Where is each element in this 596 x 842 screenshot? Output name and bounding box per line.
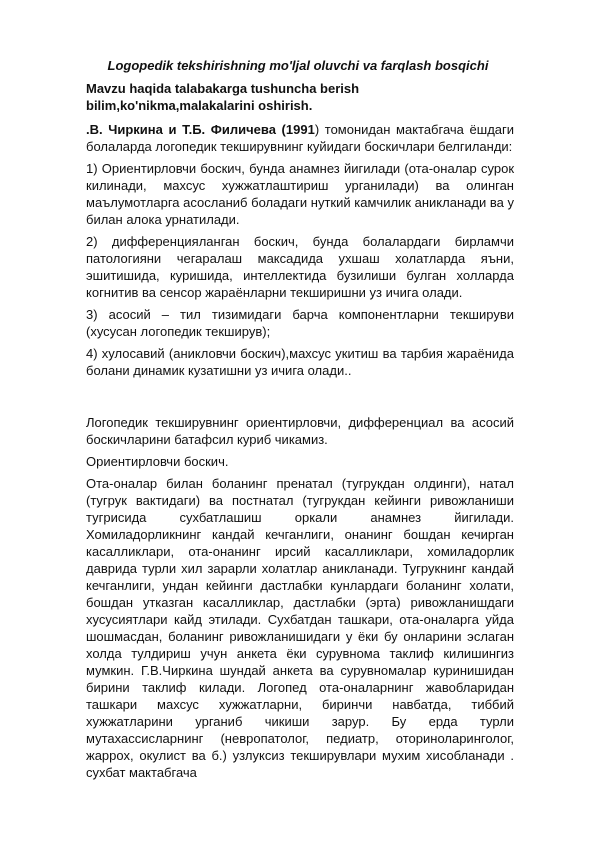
intro-rest: ) томонидан мактабгача ёшдаги болаларда логопедик текширувнинг куйидаги боскичлари белгиланди: — [86, 122, 515, 154]
stage-1-paragraph: 1) Ориентирловчи боскич, бунда анамнез йигилади (ота-оналар сурок килинади, махсус хужжатлаштириш урганилади) ва олинган маълумотларга асосланиб боладаги нуткий камчилик аникланади ва у билан алока урнатилади. — [86, 161, 514, 227]
document-subtitle: Mavzu haqida talabakarga tushuncha berish bilim,ko'nikma,malakalarini oshirish. — [86, 81, 360, 113]
main-paragraph: Ота-оналар билан боланинг пренатал (тугрукдан олдинги), натал (тугрук вактидаги) ва постнатал (тугрукдан кейинги ривожланиши тугрисида сухбатлашиш оркали анамнез йигилади. Хомиладорликнинг кандай кечганлиги, онанинг бошдан кечирган касалликлари, ота-онанинг ирсий касалликлари, хомиладорлик даврида турли хил зарарли холатлар аникланади. Тугрукнинг кандай кечганлиги, ундан кейинги дастлабки кунлардаги боланинг холати, бошдан утказган касалликлар, дастлабки (эрта) ривожланишдаги хусусиятлари кайд этилади. Сухбатдан ташкари, ота-оналарга уйда шошмасдан, боланинг ривожланишидаги у ёки бу онларини эслаган холда тулдириш учун анкета ёки сурувнома таклиф килишингиз мумкин. Г.В.Чиркина шундай анкета ва сурувномалар куринишидан бирини таклиф килади. Логопед ота-оналарнинг жавобларидан ташкари махсус хужжатларни, биринчи навбатда, тиббий хужжатларини урганиб чикиши зарур. Бу ерда турли мутахассисларнинг (невропатолог, педиатр, оториноларинголог, жаррох, окулист ва б.) узлуксиз текширувлари мухим хисобланади . сухбат мактабгача — [86, 476, 514, 780]
orienting-heading: Ориентирловчи боскич. — [86, 454, 229, 469]
review-paragraph: Логопедик текширувнинг ориентирловчи, дифференциал ва асосий боскичларини батафсил куриб чикамиз. — [86, 415, 514, 447]
spacer — [86, 384, 514, 414]
stage-3-paragraph: 3) асосий – тил тизимидаги барча компонентларни текшируви (хусусан логопедик текширув); — [86, 307, 514, 339]
intro-paragraph — [86, 121, 514, 155]
stage-2-paragraph: 2) дифференцияланган боскич, бунда болалардаги бирламчи патологияни чегаралаш максадида ухшаш холатларда яъни, эшитишида, куришида, интеллектида бузилиши булган холларда когнитив ва сенсор жараёнларни текширишни уз ичига олади. — [86, 234, 514, 300]
stage-4-paragraph: 4) хулосавий (аникловчи боскич),махсус укитиш ва тарбия жараёнида болани динамик кузатишни уз ичига олади.. — [86, 346, 514, 378]
intro-authors: .В. Чиркина и Т.Б. Филичева (1991 — [86, 122, 315, 137]
document-title: Logopedik tekshirishning mo'ljal oluvchi va farqlash bosqichi — [107, 58, 489, 73]
document-body — [86, 121, 514, 786]
